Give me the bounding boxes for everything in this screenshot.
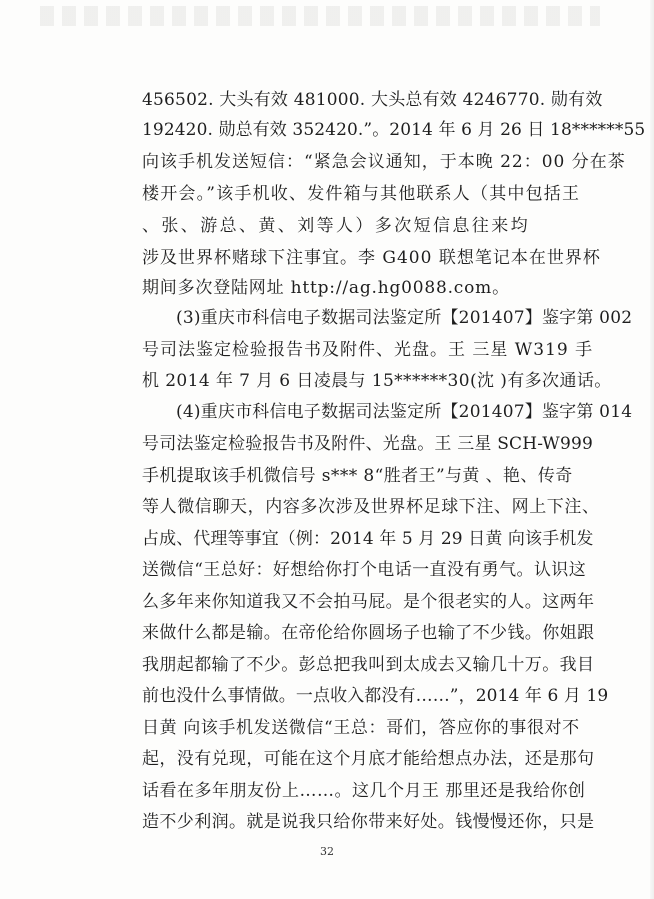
text-line-14: 等人微信聊天，内容多次涉及世界杯足球下注、网上下注、 xyxy=(142,497,600,517)
text-line-22: 起，没有兑现，可能在这个月底才能给想点办法，还是那句 xyxy=(142,749,595,769)
text-line-17: 么多年来你知道我又不会拍马屁。是个很老实的人。这两年 xyxy=(142,592,595,612)
text-line-3: 向该手机发送短信：“紧急会议通知，于本晚 22：00 分在茶 xyxy=(142,152,626,172)
text-line-19: 我朋起都输了不少。彭总把我叫到太成去又输几十万。我目 xyxy=(142,655,595,675)
text-line-23: 话看在多年朋友份上……。这几个月王 那里还是我给你创 xyxy=(142,781,586,801)
text-line-8: (3)重庆市科信电子数据司法鉴定所【201407】鉴字第 002 xyxy=(176,308,633,328)
text-line-21: 日黄 向该手机发送微信“王总：哥们，答应你的事很对不 xyxy=(142,718,580,738)
text-line-13: 手机提取该手机微信号 s*** 8“胜者王”与黄 、艳、传奇 xyxy=(142,466,573,486)
text-line-5: 、张、游总、黄、刘等人）多次短信息往来均 xyxy=(142,216,530,236)
text-line-12: 号司法鉴定检验报告书及附件、光盘。王 三星 SCH-W999 xyxy=(142,434,594,454)
text-line-6: 涉及世界杯赌球下注事宜。李 G400 联想笔记本在世界杯 xyxy=(142,248,601,268)
text-line-24: 造不少利润。就是说我只给你带来好处。钱慢慢还你，只是 xyxy=(142,812,595,832)
text-line-10: 机 2014 年 7 月 6 日凌晨与 15******30(沈 )有多次通话。 xyxy=(142,371,612,391)
text-line-4: 楼开会。”该手机收、发件箱与其他联系人（其中包括王 xyxy=(142,184,581,204)
text-line-2: 192420. 勋总有效 352420.”。2014 年 6 月 26 日 18******55 xyxy=(142,120,646,140)
text-line-7: 期间多次登陆网址 http://ag.hg0088.com。 xyxy=(142,278,510,298)
text-line-1: 456502. 大头有效 481000. 大头总有效 4246770. 勋有效 xyxy=(142,90,603,110)
text-line-18: 来做什么都是输。在帝伦给你圆场子也输了不少钱。你姐跟 xyxy=(142,623,595,643)
text-line-9: 号司法鉴定检验报告书及附件、光盘。王 三星 W319 手 xyxy=(142,340,594,360)
text-line-15: 占成、代理等事宜（例：2014 年 5 月 29 日黄 向该手机发 xyxy=(142,529,594,549)
page-number: 32 xyxy=(320,845,334,858)
text-line-11: (4)重庆市科信电子数据司法鉴定所【201407】鉴字第 014 xyxy=(176,402,633,422)
text-line-20: 前也没什么事情做。一点收入都没有……”，2014 年 6 月 19 xyxy=(142,686,609,706)
text-line-16: 送微信“王总好：好想给你打个电话一直没有勇气。认识这 xyxy=(142,560,587,580)
